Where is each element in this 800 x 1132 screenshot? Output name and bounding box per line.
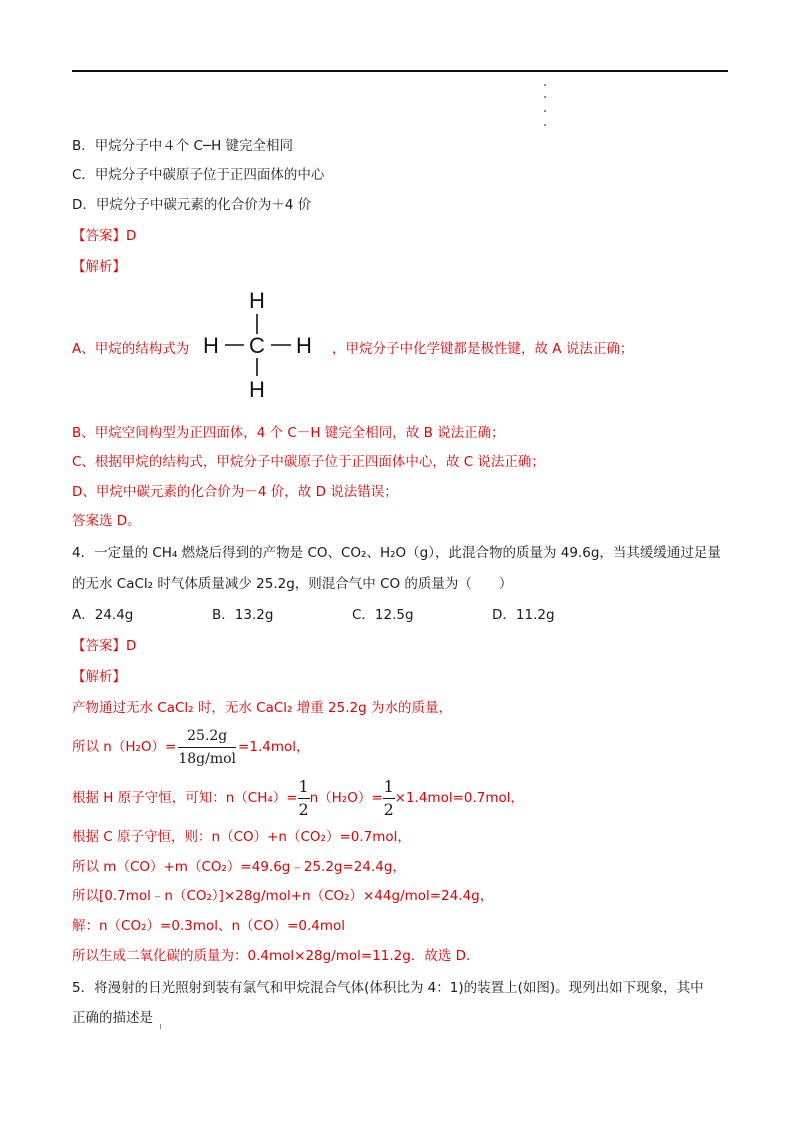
atom-h-bottom: H <box>249 377 265 402</box>
q4-step-1: 产物通过无水 CaCl₂ 时，无水 CaCl₂ 增重 25.2g 为水的质量， <box>72 700 452 716</box>
q4-step-6: 所以[0.7mol﹣n（CO₂）]×28g/mol+n（CO₂）×44g/mol=24.4g， <box>72 888 494 904</box>
q5-stem-line2: 正确的描述是 <box>72 1010 153 1026</box>
q4-stem-line2: 的无水 CaCl₂ 时气体质量减少 25.2g，则混合气中 CO 的质量为（ ） <box>72 576 513 592</box>
q4-step-3: 根据 H 原子守恒，可知：n（CH₄）= $\frac{1}{2}$ n（H₂O）= $\frac{1}{2}$ ×1.4mol=0.7mol， <box>72 776 525 819</box>
q4-option-d: D．11.2g <box>492 607 555 623</box>
header-rule <box>72 70 728 72</box>
q4-step-4: 根据 C 原子守恒，则：n（CO）+n（CO₂）=0.7mol， <box>72 829 411 845</box>
atom-c-center: C <box>249 333 265 358</box>
q4-step-3-fraction-2: $\frac{1}{2}$ <box>383 776 394 819</box>
q3-option-c: C．甲烷分子中碳原子位于正四面体的中心 <box>72 167 325 183</box>
q3-conclusion: 答案选 D。 <box>72 513 141 529</box>
methane-structure-diagram <box>197 286 325 402</box>
q4-analysis-label: 【解析】 <box>72 669 126 685</box>
atom-h-top: H <box>249 288 265 313</box>
q4-option-b: B．13.2g <box>212 607 274 623</box>
q3-analysis-label: 【解析】 <box>72 259 126 275</box>
q4-step-3-fraction-1: $\frac{1}{2}$ <box>298 776 309 819</box>
text-cursor-mark <box>160 1024 161 1029</box>
q4-step-8: 所以生成二氧化碳的质量为：0.4mol×28g/mol=11.2g．故选 D. <box>72 948 471 964</box>
q4-step-5: 所以 m（CO）+m（CO₂）=49.6g﹣25.2g=24.4g， <box>72 859 406 875</box>
q4-step-2-pre: 所以 n（H₂O）= <box>72 739 177 755</box>
q4-option-a: A．24.4g <box>72 607 134 623</box>
atom-h-left: H <box>203 333 219 358</box>
q3-option-b: B．甲烷分子中４个 C─H 键完全相同 <box>72 138 294 154</box>
atom-h-right: H <box>296 333 312 358</box>
decorative-dots <box>543 84 547 130</box>
q3-line-b: B、甲烷空间构型为正四面体，4 个 C－H 键完全相同，故 B 说法正确； <box>72 425 505 441</box>
q4-step-7: 解：n（CO₂）=0.3mol、n（CO）=0.4mol <box>72 918 346 934</box>
q3-line-d: D、甲烷中碳元素的化合价为－4 价，故 D 说法错误； <box>72 484 398 500</box>
q5-stem-line1: 5．将漫射的日光照射到装有氯气和甲烷混合气体(体积比为 4：1)的装置上(如图)。现列出如下现象，其中 <box>72 980 704 996</box>
q3-option-d: D．甲烷分子中碳元素的化合价为＋4 价 <box>72 197 312 213</box>
q3-line-c: C、根据甲烷的结构式，甲烷分子中碳原子位于正四面体中心，故 C 说法正确； <box>72 454 545 470</box>
q4-step-2 <box>72 727 310 767</box>
q4-step-2-fraction: $\frac{25.2g}{\text{18g/mol}}$ <box>178 727 237 767</box>
q3-line-a-pre: A、甲烷的结构式为 <box>72 341 190 357</box>
q4-step-2-post: =1.4mol， <box>238 739 310 755</box>
q3-answer: 【答案】D <box>72 228 137 244</box>
q4-stem-line1: 4．一定量的 CH₄ 燃烧后得到的产物是 CO、CO₂、H₂O（g），此混合物的质量为 49.6g，当其缓缓通过足量 <box>72 545 721 561</box>
q4-option-c: C．12.5g <box>352 607 414 623</box>
q3-line-a-post: ，甲烷分子中化学键都是极性键，故 A 说法正确； <box>332 341 634 357</box>
q4-answer: 【答案】D <box>72 638 137 654</box>
